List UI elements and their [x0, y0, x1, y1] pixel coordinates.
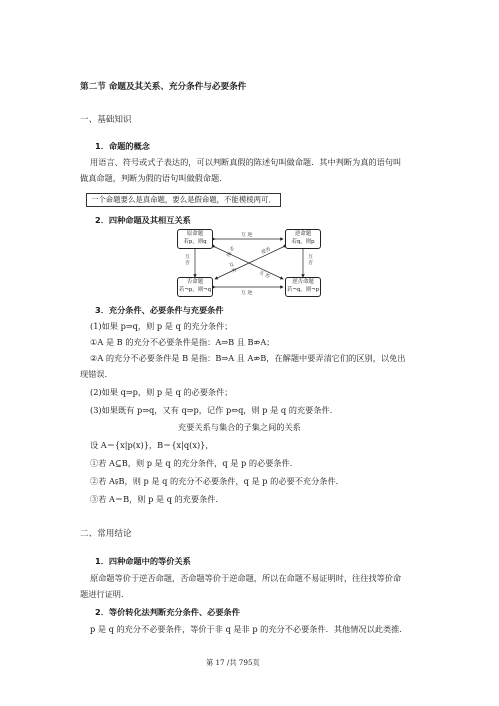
equivalence-heading: 1．四种命题中的等价关系: [95, 556, 191, 566]
cond-line-8: 设 A＝{x|p(x)}，B＝{x|q(x)}，: [90, 440, 214, 450]
label-diag-b: 互 为: [228, 262, 238, 275]
node-contrapositive: 逆否命题 若¬q，则¬p: [285, 277, 321, 297]
transform-text: p 是 q 的充分不必要条件，等价于非 q 是非 p 的充分不必要条件．其他情况以此类推．: [90, 624, 408, 634]
cond-line-9: ①若 A⊆B，则 p 是 q 的充分条件，q 是 p 的必要条件．: [90, 458, 298, 468]
label-right: 互 否: [308, 255, 313, 266]
conditions-heading: 3．充分条件、必要条件与充要条件: [95, 305, 224, 315]
page-footer: 第 17 /共 795页: [206, 658, 260, 667]
section-title: 第二节 命题及其关系、充分条件与必要条件: [80, 82, 247, 92]
part2-heading: 二、常用结论: [80, 529, 132, 539]
label-diag-c: 逆否: [260, 247, 272, 256]
label-diag-d: 互 否: [258, 270, 271, 281]
cond-line-6: (3)如果既有 p⇒q，又有 q⇒p，记作 p⇔q，则 p 是 q 的充要条件．: [90, 405, 338, 415]
node-original: 原命题 若p，则q: [177, 229, 213, 249]
cond-line-2: ①A 是 B 的充分不必要条件是指：A⇒B 且 B⇏A；: [90, 337, 275, 347]
cond-line-11: ③若 A＝B，则 p 是 q 的充要条件．: [90, 494, 224, 504]
cond-line-1: (1)如果 p⇒q，则 p 是 q 的充分条件；: [90, 321, 233, 331]
cond-line-3: ②A 的充分不必要条件是 B 是指：B⇒A 且 A⇏B，在解题中要弄清它们的区别，以免出: [90, 353, 406, 363]
cond-line-5: (2)如果 q⇒p，则 p 是 q 的必要条件；: [90, 387, 233, 397]
label-left: 互 否: [185, 255, 190, 266]
cond-line-7: 充要关系与集合的子集之间的关系: [178, 422, 301, 432]
node-converse: 逆命题 若q，则p: [285, 229, 321, 249]
label-diag-a: 为 逆: [225, 246, 235, 259]
note-box: 一个命题要么是真命题，要么是假命题，不能模棱两可．: [86, 193, 281, 207]
concept-text-line1: 用语言、符号或式子表达的，可以判断真假的陈述句叫做命题．其中判断为真的语句叫: [90, 157, 402, 167]
four-propositions-diagram: [177, 227, 323, 299]
label-bottom: 互 逆: [241, 291, 253, 296]
transform-heading: 2．等价转化法判断充分条件、必要条件: [95, 607, 240, 617]
part1-heading: 一、基础知识: [80, 115, 132, 125]
equivalence-text-line2: 题进行证明．: [80, 589, 130, 599]
node-inverse: 否命题 若¬p，则¬q: [177, 277, 213, 297]
cond-line-4: 现错误．: [80, 369, 113, 379]
equivalence-text-line1: 原命题等价于逆否命题，否命题等价于逆命题，所以在命题不易证明时，往往找等价命: [90, 573, 402, 583]
concept-heading: 1．命题的概念: [95, 141, 150, 151]
cond-line-10: ②若 A⫋B，则 p 是 q 的充分不必要条件，q 是 p 的必要不充分条件．: [90, 476, 344, 486]
label-top: 互 逆: [241, 233, 253, 238]
concept-text-line2: 做真命题，判断为假的语句叫做假命题．: [80, 173, 228, 183]
four-propositions-heading: 2．四种命题及其相互关系: [95, 215, 191, 225]
